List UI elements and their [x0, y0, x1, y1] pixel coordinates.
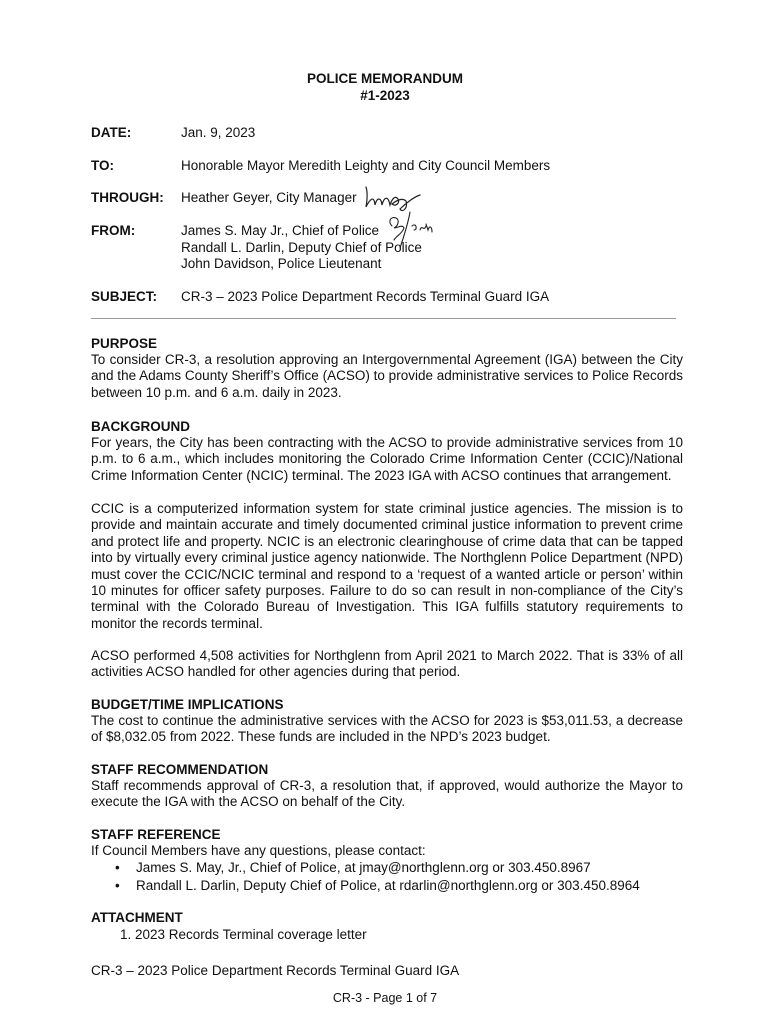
footer-doc-title: CR-3 – 2023 Police Department Records Terminal Guard IGA — [91, 963, 460, 978]
subject-value: CR-3 – 2023 Police Department Records Terminal Guard IGA — [181, 289, 550, 304]
bullet-icon: • — [115, 860, 120, 875]
from-line: James S. May Jr., Chief of Police — [181, 223, 380, 238]
from-line: John Davidson, Police Lieutenant — [181, 256, 382, 271]
from-line: Randall L. Darlin, Deputy Chief of Police — [181, 239, 422, 255]
chief-initials-signature — [382, 210, 434, 250]
through-label: THROUGH: — [91, 190, 164, 205]
city-manager-initials-signature — [362, 185, 424, 213]
attachment-item: 1. 2023 Records Terminal coverage letter — [120, 927, 367, 942]
reference-heading: STAFF REFERENCE — [91, 827, 221, 842]
purpose-heading: PURPOSE — [91, 336, 158, 351]
page-number: CR-3 - Page 1 of 7 — [332, 991, 438, 1005]
attachment-heading: ATTACHMENT — [91, 910, 183, 925]
recommendation-heading: STAFF RECOMMENDATION — [91, 762, 269, 777]
budget-heading: BUDGET/TIME IMPLICATIONS — [91, 697, 284, 712]
purpose-text: To consider CR-3, a resolution approving an Intergovernmental Agreement (IGA) between the City and the Adams County Sheriff’s Office (ACSO) to provide administrative services to Police Records between 10 p.m. and 6 a.m. daily in 2023. — [91, 352, 683, 400]
date-value: Jan. 9, 2023 — [181, 125, 256, 140]
background-paragraph-1: For years, the City has been contracting with the ACSO to provide administrative services from 10 p.m. to 6 a.m., which includes monitoring the Colorado Crime Information Center (CCIC)/National Crime Information Center (NCIC) terminal. The 2023 IGA with ACSO continues that arrangement. — [91, 435, 683, 483]
to-label: TO: — [91, 158, 114, 173]
through-value: Heather Geyer, City Manager — [181, 190, 357, 205]
from-label: FROM: — [91, 223, 136, 238]
reference-intro: If Council Members have any questions, please contact: — [91, 843, 426, 858]
to-value: Honorable Mayor Meredith Leighty and City Council Members — [181, 158, 551, 173]
background-paragraph-2: CCIC is a computerized information system for state criminal justice agencies. The mission is to provide and maintain accurate and timely documented criminal justice information to prevent crime and protect life and property. NCIC is an electronic clearinghouse of crime data that can be tapped into by virtually every criminal justice agency nationwide. The Northglenn Police Department (NPD) must cover the CCIC/NCIC terminal and respond to a ‘request of a wanted article or person’ within 10 minutes for officer safety purposes. Failure to do so can result in non-compliance of the City’s terminal with the Colorado Bureau of Investigation. This IGA fulfills statutory requirements to monitor the records terminal. — [91, 501, 683, 631]
header-divider — [91, 318, 676, 319]
budget-text: The cost to continue the administrative services with the ACSO for 2023 is $53,011.53, a decrease of $8,032.05 from 2022. These funds are included in the NPD’s 2023 budget. — [91, 713, 683, 745]
reference-contact: Randall L. Darlin, Deputy Chief of Police, at rdarlin@northglenn.org or 303.450.8964 — [136, 878, 640, 893]
background-heading: BACKGROUND — [91, 419, 190, 434]
bullet-icon: • — [115, 878, 120, 893]
memo-title: POLICE MEMORANDUM — [307, 71, 463, 86]
date-label: DATE: — [91, 125, 132, 140]
recommendation-text: Staff recommends approval of CR-3, a resolution that, if approved, would authorize the Mayor to execute the IGA with the ACSO on behalf of the City. — [91, 778, 683, 810]
reference-list-item — [115, 878, 640, 893]
subject-label: SUBJECT: — [91, 289, 158, 304]
background-paragraph-3: ACSO performed 4,508 activities for Northglenn from April 2021 to March 2022. That is 33% of all activities ACSO handled for other agencies during that period. — [91, 648, 683, 680]
reference-list-item — [115, 860, 591, 875]
memo-number: #1-2023 — [360, 88, 410, 103]
reference-contact: James S. May, Jr., Chief of Police, at jmay@northglenn.org or 303.450.8967 — [136, 860, 591, 875]
